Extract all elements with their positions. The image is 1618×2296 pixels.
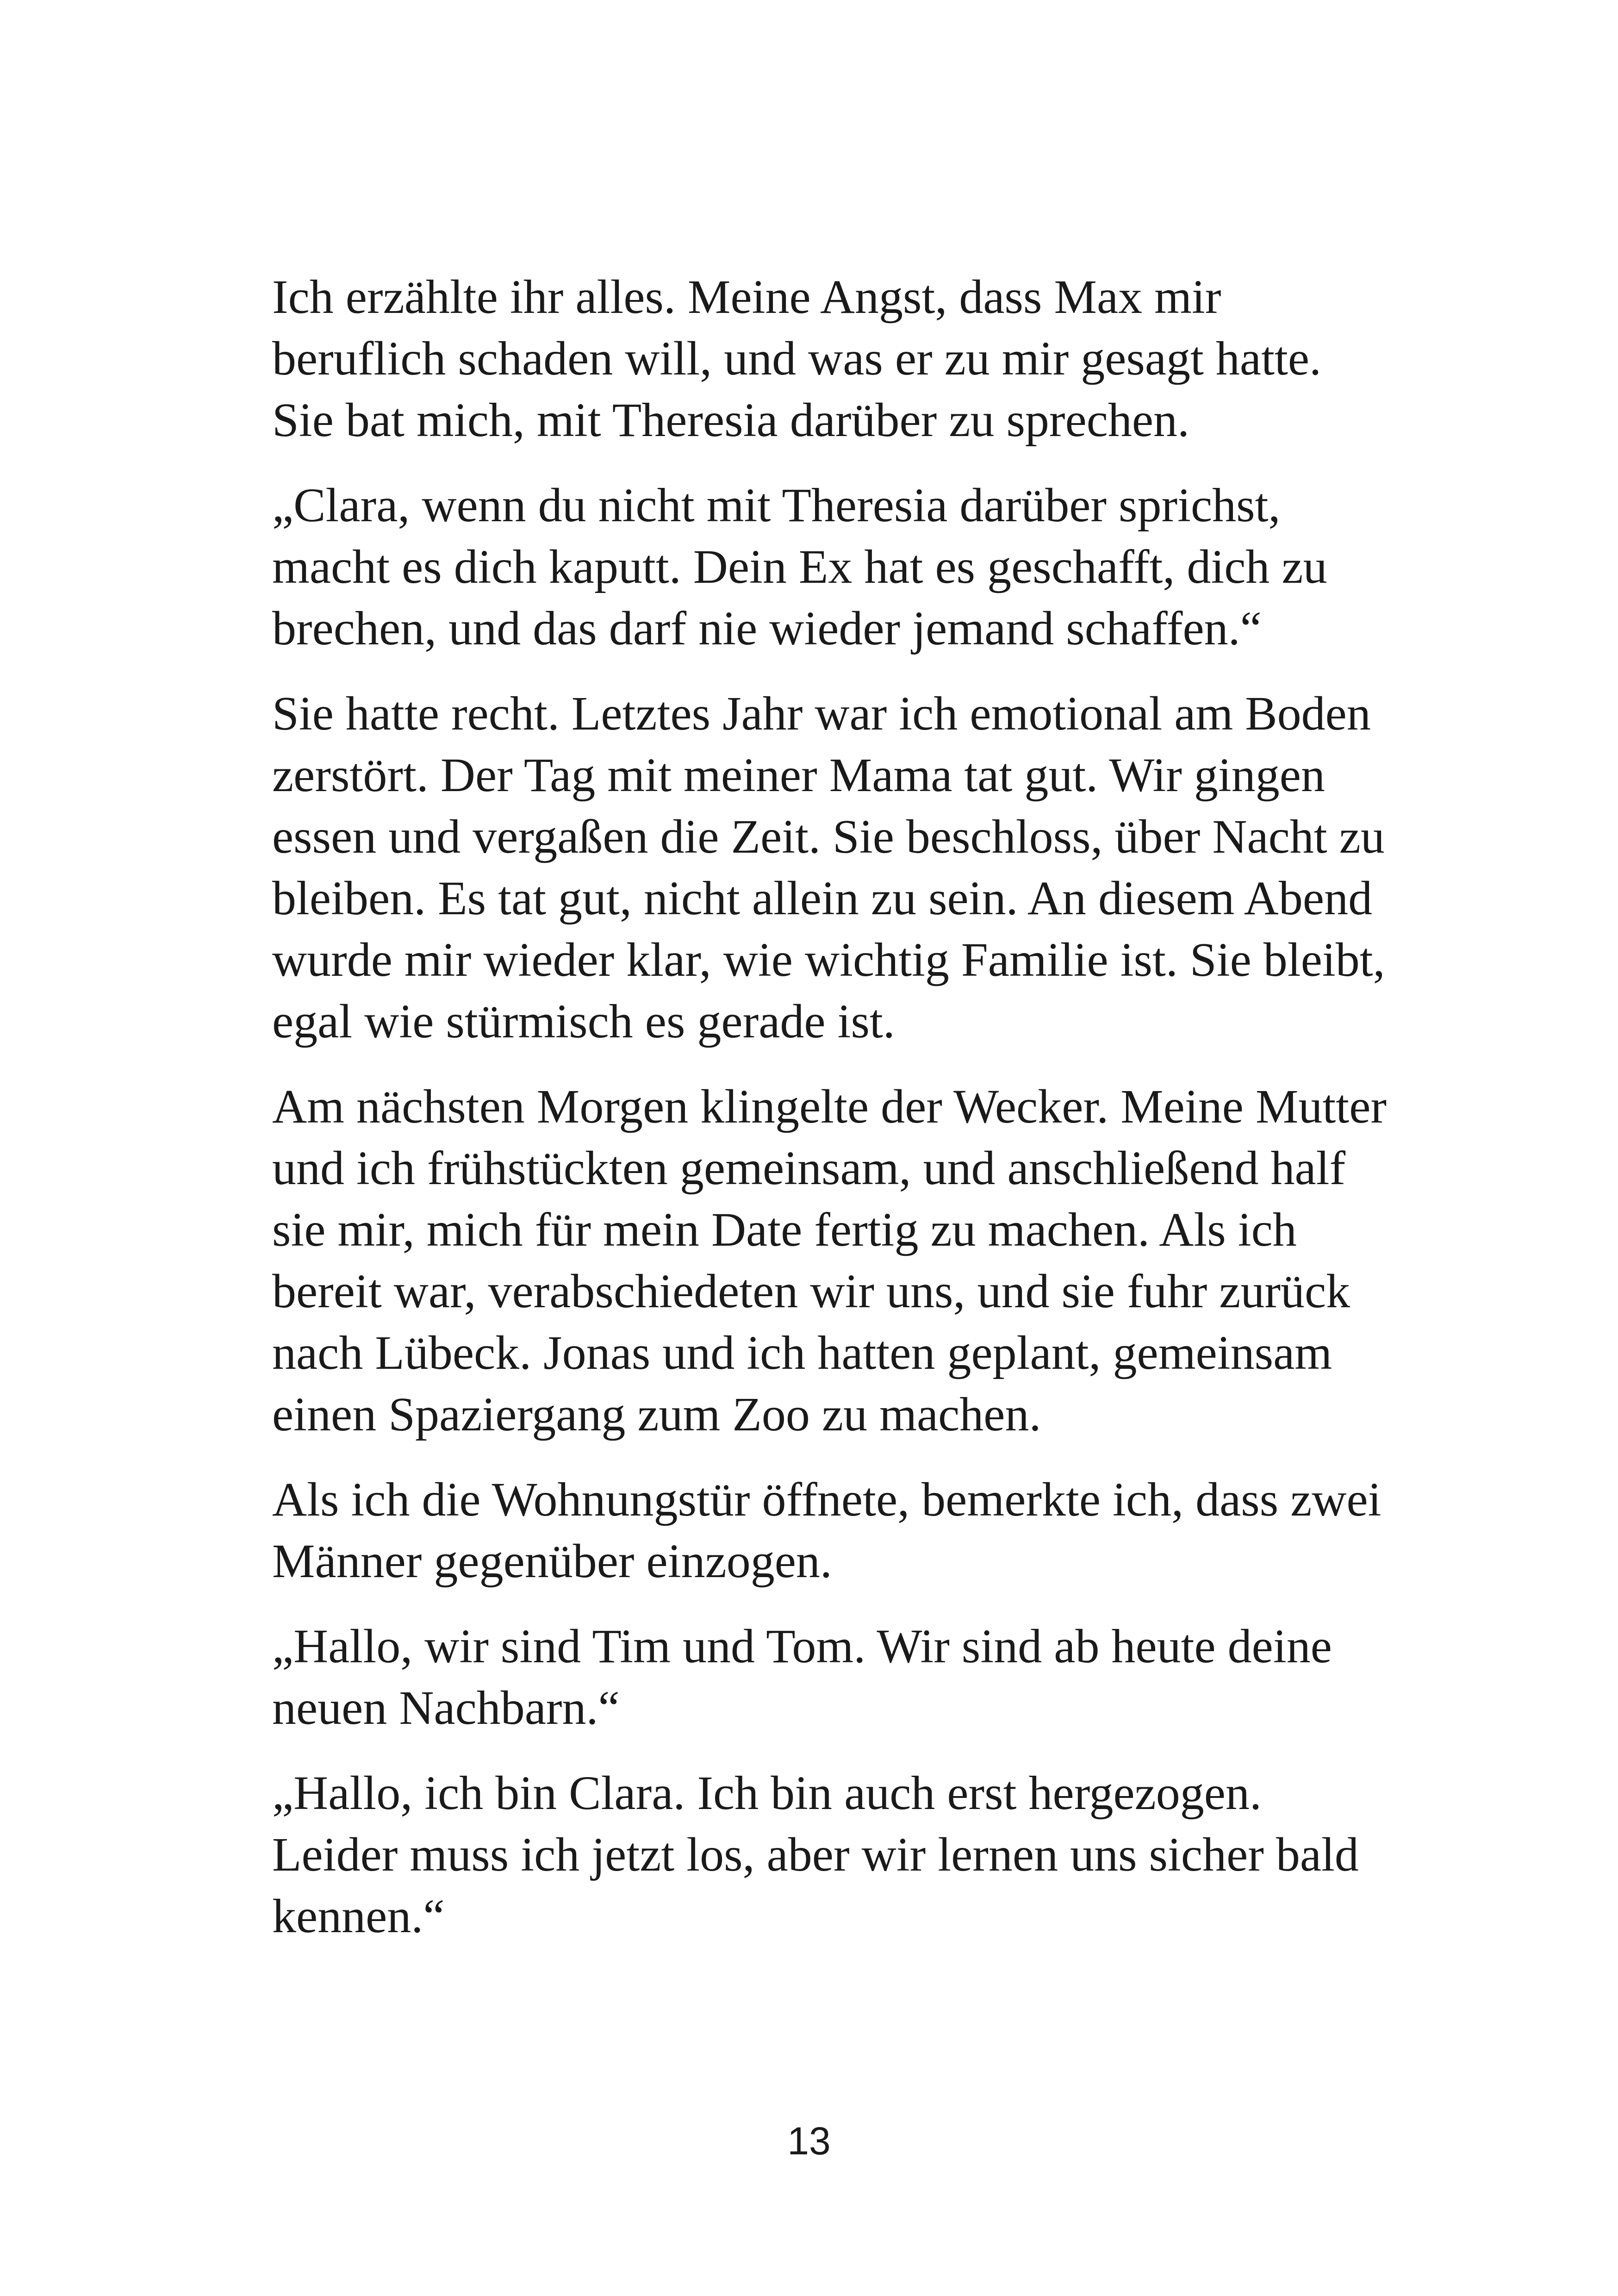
text-line: Sie hatte recht. Letztes Jahr war ich emotional am Boden (272, 687, 1371, 740)
text-line: zerstört. Der Tag mit meiner Mama tat gut. Wir gingen (272, 749, 1325, 802)
paragraph-2 (272, 474, 1383, 659)
text-line: wurde mir wieder klar, wie wichtig Familie ist. Sie bleibt, (272, 933, 1385, 986)
text-line: Leider muss ich jetzt los, aber wir lernen uns sicher bald (272, 1828, 1359, 1881)
text-line: bereit war, verabschiedeten wir uns, und sie fuhr zurück (272, 1265, 1350, 1318)
text-line: kennen.“ (272, 1890, 445, 1943)
text-line: Als ich die Wohnungstür öffnete, bemerkte ich, dass zwei (272, 1473, 1382, 1526)
text-line: macht es dich kaputt. Dein Ex hat es geschafft, dich zu (272, 540, 1327, 593)
text-line: Ich erzählte ihr alles. Meine Angst, dass Max mir (272, 270, 1221, 324)
paragraph-3 (272, 683, 1383, 1052)
text-line: Sie bat mich, mit Theresia darüber zu sprechen. (272, 393, 1190, 447)
paragraph-7 (272, 1762, 1383, 1947)
text-line: sie mir, mich für mein Date fertig zu machen. Als ich (272, 1203, 1297, 1256)
text-line: egal wie stürmisch es gerade ist. (272, 995, 895, 1048)
text-line: „Hallo, wir sind Tim und Tom. Wir sind ab heute deine (272, 1620, 1332, 1673)
text-line: Am nächsten Morgen klingelte der Wecker. Meine Mutter (272, 1080, 1387, 1133)
paragraph-5 (272, 1469, 1383, 1592)
text-line: beruflich schaden will, und was er zu mir gesagt hatte. (272, 332, 1322, 385)
text-line: Männer gegenüber einzogen. (272, 1535, 832, 1588)
text-line: neuen Nachbarn.“ (272, 1681, 620, 1734)
paragraph-1 (272, 266, 1383, 451)
paragraph-6 (272, 1616, 1383, 1739)
text-line: einen Spaziergang zum Zoo zu machen. (272, 1388, 1041, 1441)
body-text (272, 266, 1387, 1971)
text-line: „Clara, wenn du nicht mit Theresia darüber sprichst, (272, 479, 1281, 532)
paragraph-4 (272, 1076, 1387, 1445)
text-line: „Hallo, ich bin Clara. Ich bin auch erst hergezogen. (272, 1766, 1262, 1820)
text-line: nach Lübeck. Jonas und ich hatten geplant, gemeinsam (272, 1326, 1332, 1379)
text-line: essen und vergaßen die Zeit. Sie beschloss, über Nacht zu (272, 810, 1385, 863)
page-number: 13 (787, 2119, 831, 2163)
text-line: brechen, und das darf nie wieder jemand schaffen.“ (272, 602, 1262, 655)
text-line: bleiben. Es tat gut, nicht allein zu sein. An diesem Abend (272, 872, 1373, 925)
text-line: und ich frühstückten gemeinsam, und anschließend half (272, 1142, 1346, 1195)
